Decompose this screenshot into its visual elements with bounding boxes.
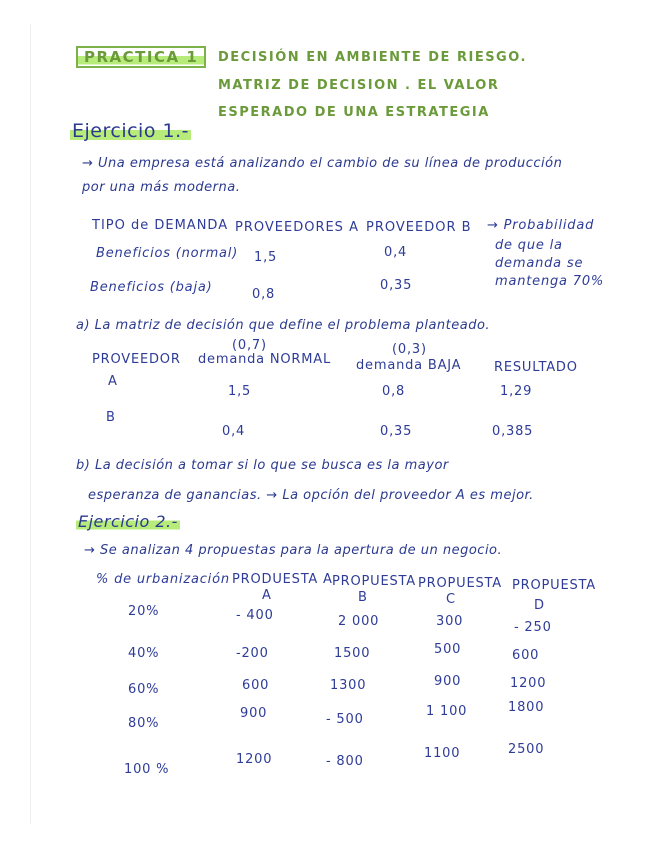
table1-row-1-label: Beneficios (normal) (96, 246, 239, 261)
title-line-3: ESPERADO DE UNA ESTRATEGIA (218, 105, 490, 120)
matrix-header-proveedor: PROVEEDOR (92, 352, 181, 367)
title-box (76, 48, 206, 66)
ejercicio-1-intro-2: por una más moderna. (82, 180, 241, 195)
table1-header-a: PROVEEDORES A (235, 220, 359, 235)
table2-row-3-d: 1200 (510, 676, 547, 691)
table2-header-a-2: A (262, 588, 272, 603)
table2-row-5-d: 2500 (508, 742, 545, 757)
table2-row-3-urb: 60% (128, 682, 160, 697)
title-box-label: PRACTICA 1 (76, 46, 206, 68)
matrix-row-b-resultado: 0,385 (492, 424, 534, 439)
table2-row-5-a: 1200 (236, 752, 273, 767)
part-b-text-1: b) La decisión a tomar si lo que se busca es la mayor (76, 458, 449, 473)
matrix-row-a-baja: 0,8 (382, 384, 406, 399)
table2-row-1-c: 300 (436, 614, 464, 629)
ejercicio-1-heading-text: Ejercicio 1.- (72, 120, 189, 142)
table2-row-5-urb: 100 % (124, 762, 170, 777)
table2-row-3-a: 600 (242, 678, 270, 693)
table2-row-1-d: - 250 (514, 620, 552, 635)
matrix-row-a-label: A (108, 374, 118, 389)
ejercicio-2-intro: → Se analizan 4 propuestas para la apertura de un negocio. (84, 543, 503, 558)
matrix-row-a-resultado: 1,29 (500, 384, 533, 399)
table1-row-1-a: 1,5 (254, 250, 278, 265)
table2-row-2-urb: 40% (128, 646, 160, 661)
matrix-row-b-baja: 0,35 (380, 424, 413, 439)
matrix-prob-normal: (0,7) (232, 338, 267, 353)
table2-row-4-b: - 500 (326, 712, 364, 727)
title-line-2: MATRIZ DE DECISION . EL VALOR (218, 78, 500, 93)
table2-row-4-d: 1800 (508, 700, 545, 715)
table2-row-1-a: - 400 (236, 608, 274, 623)
table2-row-5-b: - 800 (326, 754, 364, 769)
part-a-text: a) La matriz de decisión que define el problema planteado. (76, 318, 491, 333)
table2-row-3-c: 900 (434, 674, 462, 689)
table2-row-5-c: 1100 (424, 746, 461, 761)
matrix-row-a-normal: 1,5 (228, 384, 252, 399)
table2-row-4-a: 900 (240, 706, 268, 721)
title-line-1: DECISIÓN EN AMBIENTE DE RIESGO. (218, 50, 527, 65)
matrix-header-baja: demanda BAJA (356, 358, 462, 373)
table1-note-2: de que la (495, 238, 563, 253)
part-b-text-2: esperanza de ganancias. → La opción del proveedor A es mejor. (88, 488, 534, 503)
table2-row-3-b: 1300 (330, 678, 367, 693)
table2-row-2-a: -200 (236, 646, 269, 661)
table2-header-c-2: C (446, 592, 456, 607)
table2-row-4-urb: 80% (128, 716, 160, 731)
table2-row-2-b: 1500 (334, 646, 371, 661)
table1-header-b: PROVEEDOR B (366, 220, 472, 235)
ejercicio-2-heading (76, 512, 180, 531)
table2-header-b-2: B (358, 590, 368, 605)
table2-header-urb: % de urbanización (96, 572, 230, 587)
table2-header-d-2: D (534, 598, 545, 613)
table2-row-1-urb: 20% (128, 604, 160, 619)
table2-row-2-d: 600 (512, 648, 540, 663)
table1-row-1-b: 0,4 (384, 245, 408, 260)
table1-row-2-label: Beneficios (baja) (90, 280, 213, 295)
table2-row-4-c: 1 100 (426, 704, 468, 719)
table2-row-2-c: 500 (434, 642, 462, 657)
matrix-header-resultado: RESULTADO (494, 360, 578, 375)
table1-note-4: mantenga 70% (495, 274, 605, 289)
matrix-row-b-label: B (106, 410, 116, 425)
table2-header-a-1: PRODUESTA A (232, 572, 333, 587)
ejercicio-2-heading-text: Ejercicio 2.- (78, 512, 178, 531)
table2-header-c-1: PROPUESTA (418, 576, 502, 591)
table1-header-tipo: TIPO de DEMANDA (92, 218, 229, 233)
table1-note-3: demanda se (495, 256, 584, 271)
ejercicio-1-heading (70, 120, 191, 142)
table1-row-2-b: 0,35 (380, 278, 413, 293)
table2-header-d-1: PROPUESTA (512, 578, 596, 593)
table1-note-1: → Probabilidad (487, 218, 595, 233)
matrix-prob-baja: (0,3) (392, 342, 427, 357)
matrix-row-b-normal: 0,4 (222, 424, 246, 439)
table2-row-1-b: 2 000 (338, 614, 380, 629)
matrix-header-normal: demanda NORMAL (198, 352, 332, 367)
ejercicio-1-intro-1: → Una empresa está analizando el cambio de su línea de producción (82, 156, 563, 171)
table1-row-2-a: 0,8 (252, 287, 276, 302)
table2-header-b-1: PROPUESTA (332, 574, 416, 589)
